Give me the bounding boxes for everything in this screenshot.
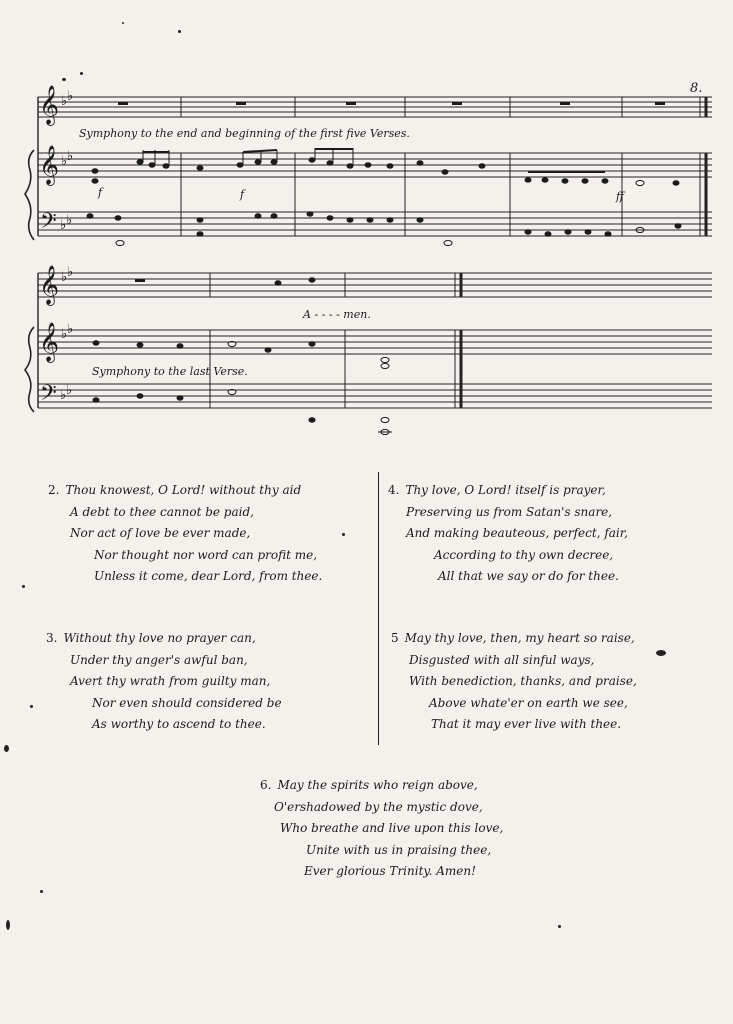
voice-staff-1: [38, 97, 712, 117]
verse-line: May the spirits who reign above,: [277, 778, 478, 792]
verse-line: O'ershadowed by the mystic dove,: [274, 799, 483, 814]
treble-clef: 𝄞: [39, 145, 60, 185]
svg-text:♭: ♭: [61, 270, 68, 285]
amen-lyric: A - - - - men.: [303, 308, 371, 321]
verse-6: [260, 775, 503, 883]
verse-line: Under thy anger's awful ban,: [70, 652, 248, 667]
verse-line: Disgusted with all sinful ways,: [409, 652, 595, 667]
bass-clef: 𝄢: [40, 209, 57, 239]
svg-text:♭: ♭: [61, 154, 68, 169]
treble-clef: 𝄞: [39, 265, 60, 305]
verse-line: And making beauteous, perfect, fair,: [406, 526, 628, 540]
ink-speck: [558, 925, 561, 928]
voice-staff-2: [38, 273, 712, 297]
verse-line: Nor thought nor word can profit me,: [94, 547, 318, 562]
treble-clef: 𝄞: [39, 85, 60, 125]
svg-text:♭: ♭: [60, 388, 67, 403]
svg-text:♭: ♭: [61, 94, 68, 109]
ink-speck: [30, 705, 33, 708]
verse-number: 5: [391, 631, 399, 645]
symphony-first-caption: Symphony to the end and beginning of the first five Verses.: [79, 127, 410, 140]
verse-line: Preserving us from Satan's snare,: [406, 504, 613, 519]
piano-treble-staff-1: [38, 153, 712, 177]
svg-text:♭: ♭: [67, 322, 74, 337]
brace-system-1: [25, 150, 34, 240]
verse-line: Who breathe and live upon this love,: [280, 821, 504, 835]
treble-clef: 𝄞: [39, 322, 60, 362]
ink-speck: [6, 920, 10, 930]
svg-text:♭: ♭: [66, 213, 73, 228]
dynamic-f: f: [98, 186, 103, 199]
verse-line: Avert thy wrath from guilty man,: [70, 674, 271, 688]
verse-line: As worthy to ascend to thee.: [92, 717, 266, 731]
key-signature: [60, 89, 73, 403]
verse-line: A debt to thee cannot be paid,: [70, 504, 254, 519]
verse-line: Nor act of love be ever made,: [70, 526, 251, 540]
verse-line: That it may ever live with thee.: [431, 717, 622, 731]
dynamic-f: f: [240, 188, 245, 201]
symphony-last-caption: Symphony to the last Verse.: [92, 365, 248, 378]
verse-line: Above whate'er on earth we see,: [429, 695, 628, 710]
segno-mark: 8.: [690, 81, 703, 96]
svg-text:♭: ♭: [61, 327, 68, 342]
ink-speck: [656, 650, 666, 656]
dynamic-ff: ff: [616, 190, 624, 203]
verse-4: [388, 480, 628, 588]
ink-speck: [4, 745, 9, 752]
verse-3: [46, 628, 282, 736]
svg-text:♭: ♭: [66, 383, 73, 398]
ink-speck: [80, 72, 83, 75]
verse-number: 2.: [48, 483, 60, 497]
verse-line: Ever glorious Trinity. Amen!: [304, 864, 476, 878]
piano-treble-staff-2: [38, 330, 712, 354]
svg-text:♭: ♭: [67, 265, 74, 280]
verse-line: With benediction, thanks, and praise,: [409, 674, 637, 688]
ink-speck: [22, 585, 25, 588]
svg-text:♭: ♭: [67, 149, 74, 164]
ink-speck: [122, 22, 124, 24]
ink-speck: [40, 890, 43, 893]
music-score: [0, 0, 733, 450]
verse-line: Nor even should considered be: [92, 695, 282, 710]
verse-line: Without thy love no prayer can,: [63, 631, 256, 645]
bass-clef: 𝄢: [40, 381, 57, 411]
ink-speck: [178, 30, 181, 33]
column-divider: [378, 472, 379, 745]
verse-number: 6.: [260, 778, 272, 792]
verse-2: [48, 480, 322, 588]
svg-text:♭: ♭: [60, 218, 67, 233]
verse-line: According to thy own decree,: [434, 547, 614, 562]
verse-line: May thy love, then, my heart so raise,: [404, 631, 635, 645]
svg-text:♭: ♭: [67, 89, 74, 104]
verse-line: Unite with us in praising thee,: [306, 842, 492, 857]
brace-system-2: [25, 327, 34, 412]
verse-5: [391, 628, 637, 736]
verse-number: 3.: [46, 631, 58, 645]
verse-line: Thou knowest, O Lord! without thy aid: [65, 483, 302, 497]
verse-line: All that we say or do for thee.: [438, 569, 619, 583]
verse-number: 4.: [388, 483, 400, 497]
ink-speck: [62, 78, 66, 81]
ink-speck: [342, 533, 345, 536]
verse-line: Thy love, O Lord! itself is prayer,: [405, 483, 606, 497]
verse-line: Unless it come, dear Lord, from thee.: [94, 569, 323, 583]
